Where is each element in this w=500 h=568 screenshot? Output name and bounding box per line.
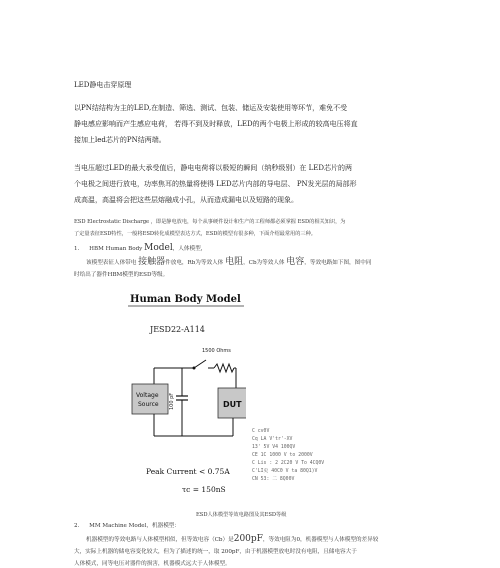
spec-row: C Lis : 2 2C20 V To 4CQ0V (252, 461, 325, 466)
item1-text-g: ，等效电路如下图，图中同 (304, 260, 372, 266)
switch-pivot (193, 367, 196, 370)
item1-text-e: ，Cb为等效人体 (243, 260, 287, 266)
para1-line3: 接加上led芯片的PN结两端。 (74, 136, 166, 144)
hbm-circuit-diagram (126, 288, 246, 498)
item1-text-c: 件放电，Rb为等效人体 (165, 260, 226, 266)
para2-line2: 个电极之间进行放电，功率焦耳的热量将使得 LED芯片内部的导电层、 PN发光层的局部形 (74, 180, 357, 188)
voltage-source-label-1: Voltage (136, 392, 159, 399)
item1-head-a: HBM Human Body (89, 246, 145, 252)
item2-text-a: 机器模型的等效电路与人体模型相似，但等效电容（Cb）是 (86, 537, 234, 543)
para2-line3: 成高温，高温将会把这些层熔融成小孔，从而造成漏电以及短路的现象。 (74, 196, 298, 204)
item1-line2: 时给出了器件HBM模型的ESD等级。 (74, 272, 169, 278)
resistor-symbol (214, 364, 234, 372)
switch-blade (194, 360, 206, 368)
item1-text-d: 电阻 (225, 257, 244, 267)
item1-heading (74, 244, 206, 253)
dut-label: DUT (223, 400, 242, 409)
item1-text-a: 该模型表征人体带电 (86, 260, 139, 266)
hbm-circuit-figure (126, 288, 246, 498)
esd-level-table (252, 428, 332, 484)
item1-head-b: Model (144, 243, 173, 253)
item1-number: 1. (74, 246, 80, 252)
resistor-label: 1500 Ohms (202, 348, 231, 354)
figure-caption: ESD人体模型等效电路图及其ESD等级 (196, 512, 287, 518)
para2-line1: 当电压超过LED的最大承受值后，静电电荷将以极短的瞬间（纳秒级别）在 LED芯片的两 (74, 164, 352, 172)
spec-row: C cv0V (252, 429, 270, 434)
spec-row: C'LI史 40C0 V ta 80Q1)V (252, 469, 318, 474)
tau-label: τc = 150nS (182, 485, 226, 494)
para1-line2: 静电感应影响而产生感应电荷， 若得不到及时释放，LED的两个电极上形成的较高电压将直 (74, 120, 358, 128)
para3-line2: 了定量表征ESD特性，一般将ESD转化成模型表达方式，ESD的模型有很多种，下面介绍最常用的三种。 (74, 231, 316, 237)
spec-row: CE 1C 1000 V to 2000V (252, 453, 313, 458)
figure-title: Human Body Model (130, 294, 241, 305)
item2-text-c: ，等效电阻为0，机器模型与人体模型的差异较 (262, 537, 379, 543)
item1-line1 (86, 258, 371, 267)
item2-heading (74, 522, 180, 530)
item2-line1 (86, 535, 378, 544)
item2-head: MM Machine Model，机器模型： (89, 523, 180, 529)
voltage-source-label-2: Source (138, 401, 159, 408)
spec-row: CN 53: 二 8Q00V (252, 477, 295, 482)
item1-text-f: 电容 (286, 257, 305, 267)
para3-line1: ESD Electrostatic Discharge ，即是静电放电，每个从事硬件设计和生产的工程师都必须掌握 ESD的相关知识，为 (74, 219, 346, 225)
peak-current-label: Peak Current < 0.75A (146, 467, 230, 476)
spec-row: Cq LA V'tr'-XV (252, 437, 293, 442)
item1-head-c: ，人体模型， (172, 246, 207, 252)
figure-standard: JESD22-A114 (150, 325, 205, 334)
capacitor-label: 100 pF (169, 392, 175, 410)
item1-text-b: 接触器 (138, 257, 166, 267)
spec-row: 13' 5V V4 100QV (252, 445, 296, 450)
voltage-source-box (132, 384, 168, 414)
item2-number: 2. (74, 523, 80, 529)
item2-line3: 人体模式，同等电压对器件的损害，机器模式远大于人体模型。 (74, 561, 231, 567)
para1-line1: 以PN结结构为主的LED,在制造、筛选、测试、包装、储运及安装使用等环节，难免不受 (74, 104, 348, 112)
item2-text-b: 200pF (233, 534, 263, 544)
item2-line2: 大，实际上机器的储电容变化较大，但为了描述的统一，取 200pF，由于机器模型放电时没有电阻，且储电容大于 (74, 549, 357, 555)
page-title: LED静电击穿原理 (74, 81, 132, 89)
